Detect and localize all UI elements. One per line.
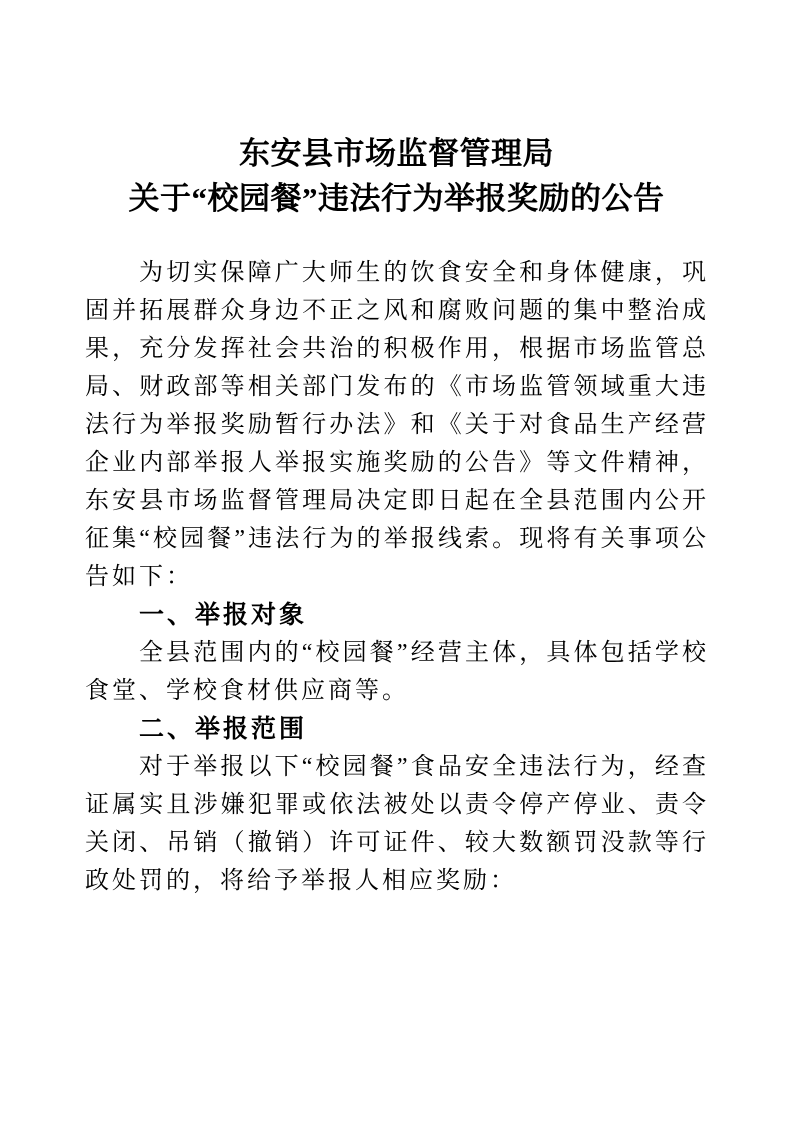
document-body bbox=[85, 254, 709, 900]
document-title-line-2: 关于“校园餐”违法行为举报奖励的公告 bbox=[128, 181, 665, 216]
document-title-line-1: 东安县市场监督管理局 bbox=[239, 136, 554, 171]
section-heading-report-targets: 一、举报对象 bbox=[139, 601, 308, 629]
report-scope-paragraph: 对于举报以下“校园餐”食品安全违法行为，经查证属实且涉嫌犯罪或依法被处以责令停产停业、责令关闭、吊销（撤销）许可证件、较大数额罚没款等行政处罚的，将给予举报人相应奖励： bbox=[85, 754, 709, 894]
section-heading-report-scope: 二、举报范围 bbox=[139, 715, 308, 743]
document-title bbox=[40, 131, 753, 221]
intro-paragraph: 为切实保障广大师生的饮食安全和身体健康，巩固并拓展群众身边不正之风和腐败问题的集中整治成果，充分发挥社会共治的积极作用，根据市场监管总局、财政部等相关部门发布的《市场监管领域重大违法行为举报奖励暂行办法》和《关于对食品生产经营企业内部举报人举报实施奖励的公告》等文件精神，东安县市场监督管理局决定即日起在全县范围内公开征集“校园餐”违法行为的举报线索。现将有关事项公告如下： bbox=[85, 260, 709, 590]
report-targets-paragraph: 全县范围内的“校园餐”经营主体，具体包括学校食堂、学校食材供应商等。 bbox=[85, 640, 709, 704]
